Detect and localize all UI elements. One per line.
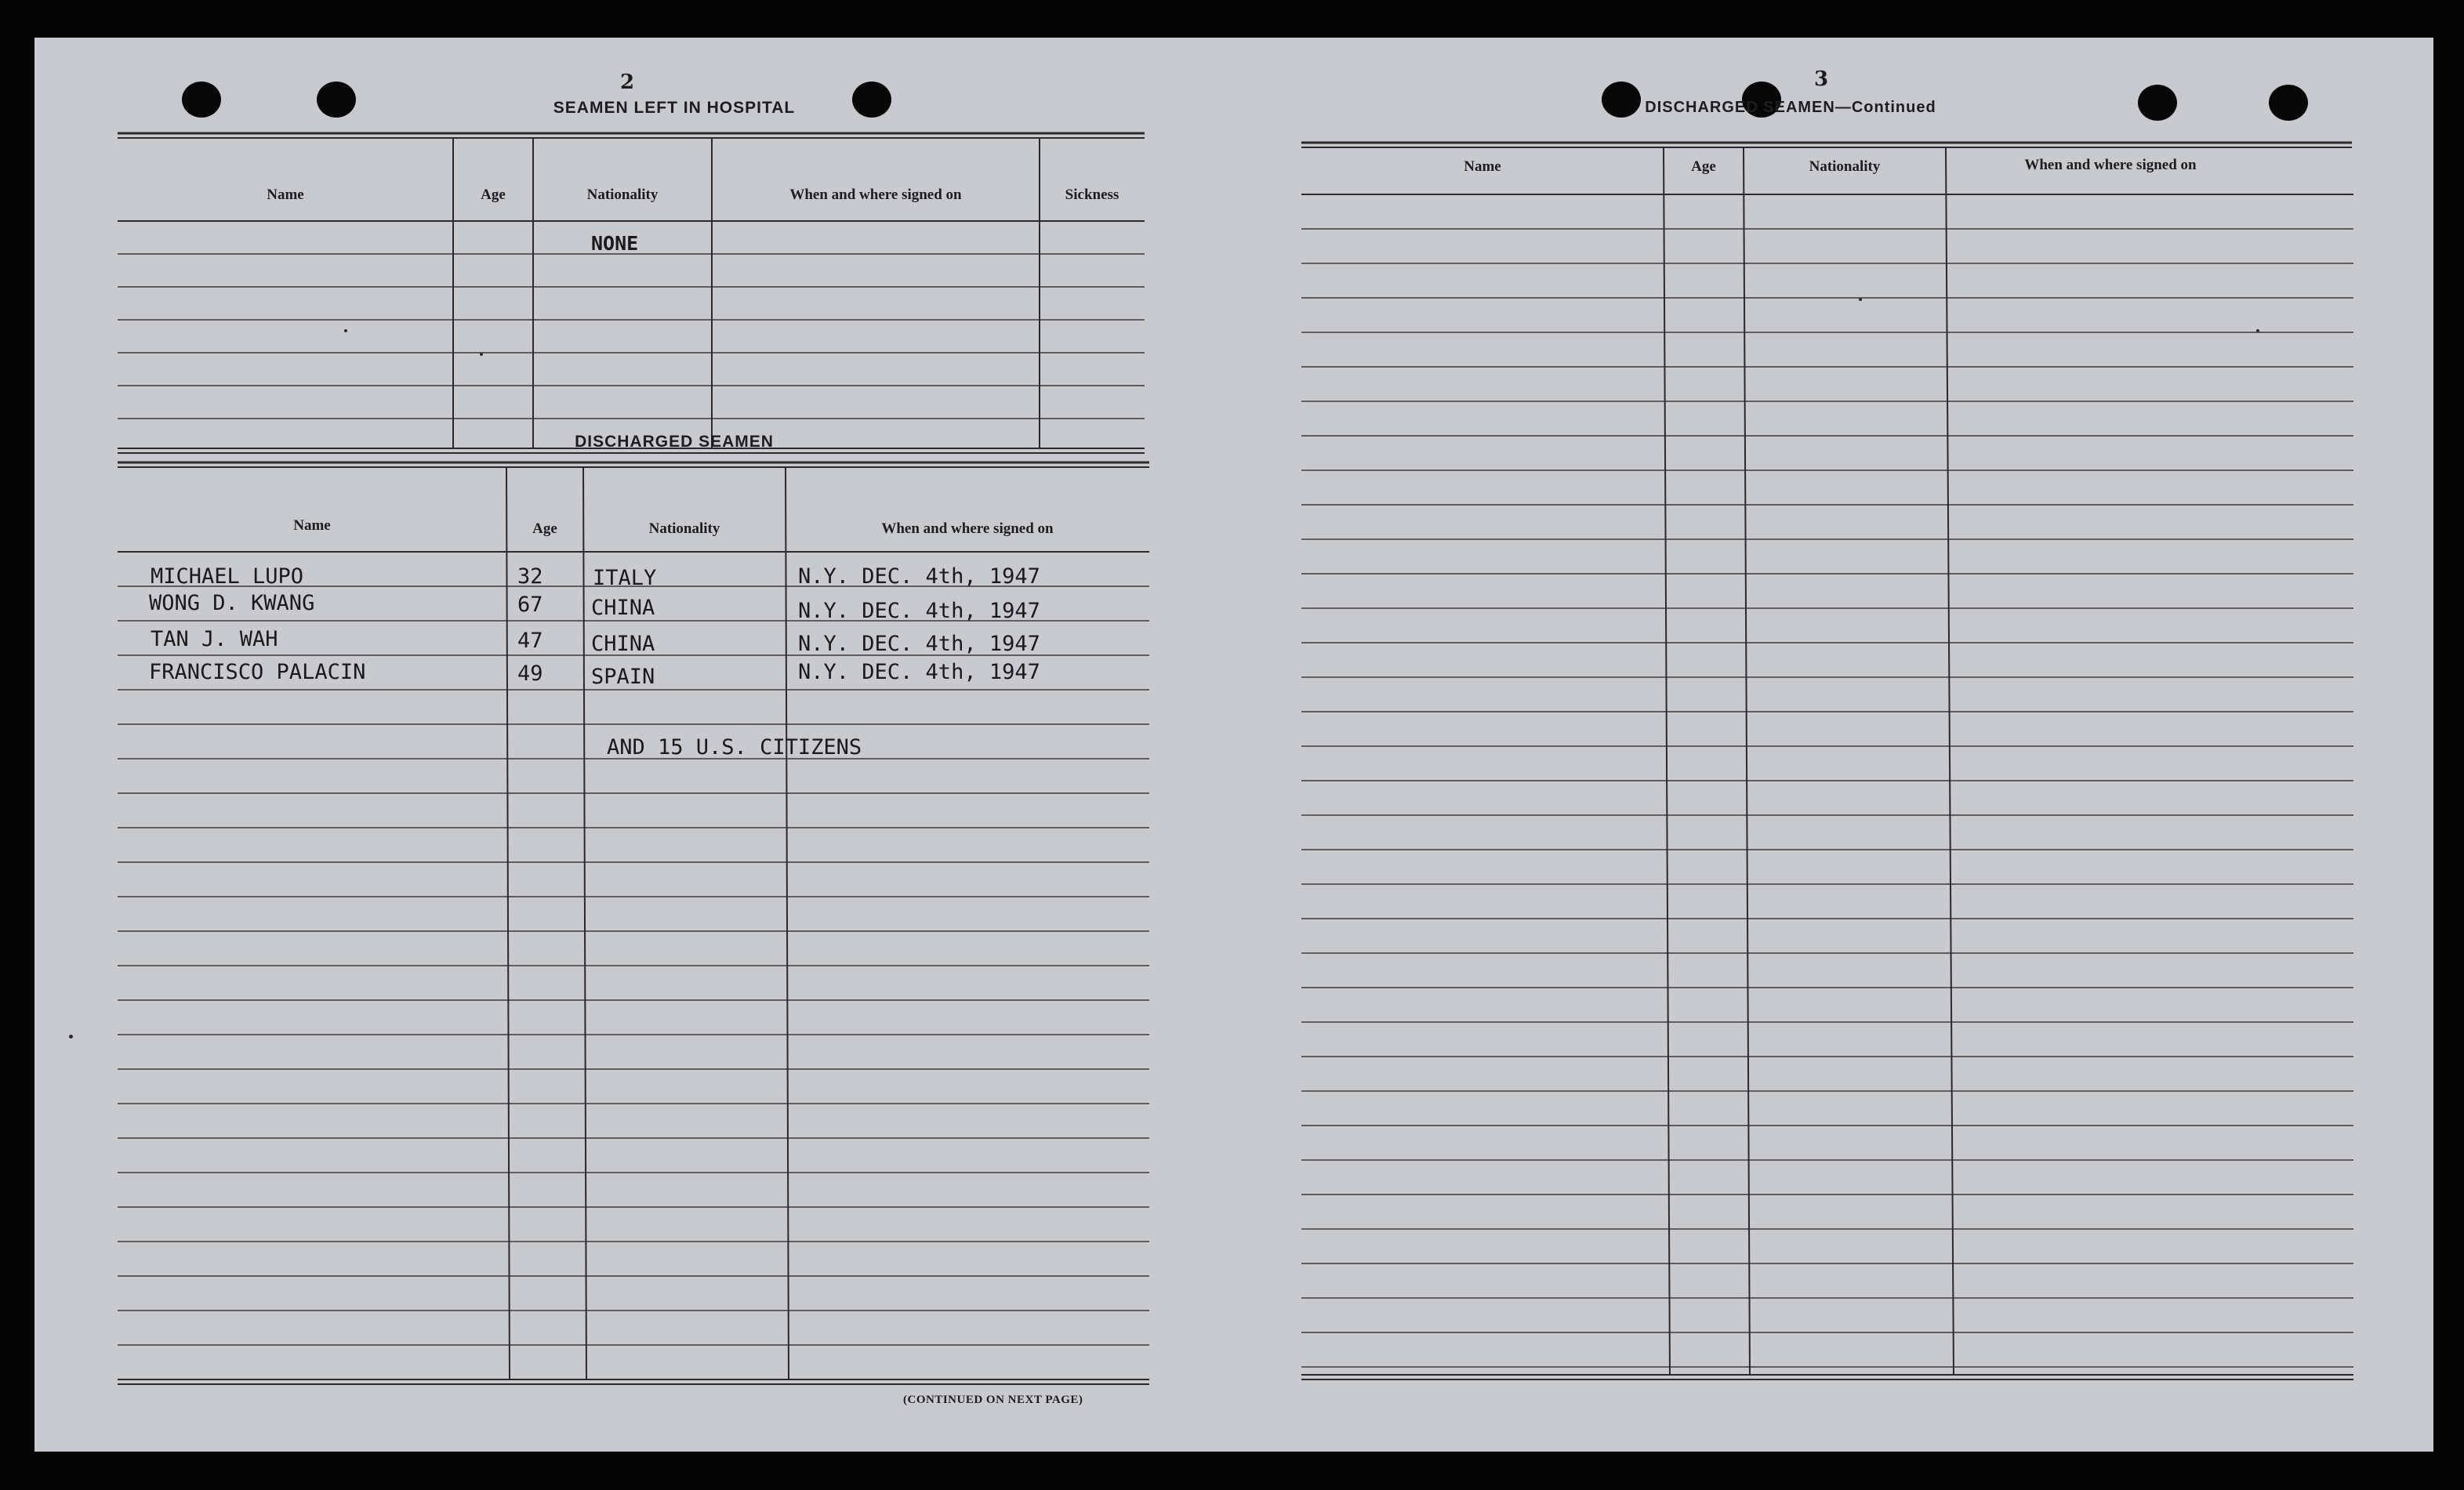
seaman-age: 67 (517, 593, 543, 617)
col-header-signed-on: When and where signed on (881, 520, 1054, 537)
col-header-signed-on: When and where signed on (789, 187, 962, 203)
crew-list-sheet (34, 38, 2433, 1452)
hospital-table-grid (118, 132, 1145, 455)
punch-hole (182, 82, 221, 118)
seaman-age: 49 (517, 662, 543, 686)
col-header-age: Age (481, 187, 506, 203)
seaman-name: FRANCISCO PALACIN (149, 660, 366, 684)
seaman-age: 47 (517, 629, 543, 653)
col-header-nationality: Nationality (1809, 158, 1881, 175)
seaman-nationality: SPAIN (591, 665, 655, 689)
col-header-age: Age (532, 520, 557, 537)
punch-hole (2138, 85, 2177, 121)
seaman-signed-on: N.Y. DEC. 4th, 1947 (798, 564, 1040, 589)
page-number-right: 3 (1814, 67, 1829, 91)
discharged-table (118, 461, 1149, 1390)
discharged-continued-table (1301, 141, 2360, 1427)
seaman-name: WONG D. KWANG (149, 591, 315, 615)
hospital-section-title: SEAMEN LEFT IN HOSPITAL (553, 99, 796, 117)
continued-section-title: DISCHARGED SEAMEN—Continued (1645, 99, 1936, 116)
col-header-nationality: Nationality (586, 187, 659, 203)
seaman-nationality: CHINA (591, 632, 655, 656)
col-header-age: Age (1691, 158, 1716, 175)
col-header-name: Name (293, 517, 331, 534)
seaman-signed-on: N.Y. DEC. 4th, 1947 (798, 632, 1040, 656)
discharged-section-title: DISCHARGED SEAMEN (575, 433, 774, 451)
continued-footer: (CONTINUED ON NEXT PAGE) (903, 1394, 1083, 1406)
hospital-table (118, 132, 1145, 455)
hospital-none-entry: NONE (591, 232, 639, 255)
seaman-nationality: ITALY (593, 566, 657, 590)
seaman-signed-on: N.Y. DEC. 4th, 1947 (798, 660, 1040, 684)
seaman-nationality: CHINA (591, 596, 655, 620)
col-header-nationality: Nationality (648, 520, 720, 537)
col-header-name: Name (267, 187, 304, 203)
seaman-name: MICHAEL LUPO (151, 564, 304, 589)
seaman-age: 32 (517, 564, 543, 589)
col-header-sickness: Sickness (1065, 187, 1120, 203)
col-header-name: Name (1464, 158, 1501, 175)
us-citizens-note: AND 15 U.S. CITIZENS (607, 735, 862, 760)
punch-hole (2269, 85, 2308, 121)
continued-table-grid (1301, 141, 2360, 1427)
page-number-left: 2 (620, 71, 635, 94)
seaman-signed-on: N.Y. DEC. 4th, 1947 (798, 599, 1040, 623)
col-header-signed-on: When and where signed on (2024, 157, 2197, 173)
seaman-name: TAN J. WAH (151, 627, 278, 651)
paper-speck (69, 1035, 73, 1039)
punch-hole (317, 82, 356, 118)
